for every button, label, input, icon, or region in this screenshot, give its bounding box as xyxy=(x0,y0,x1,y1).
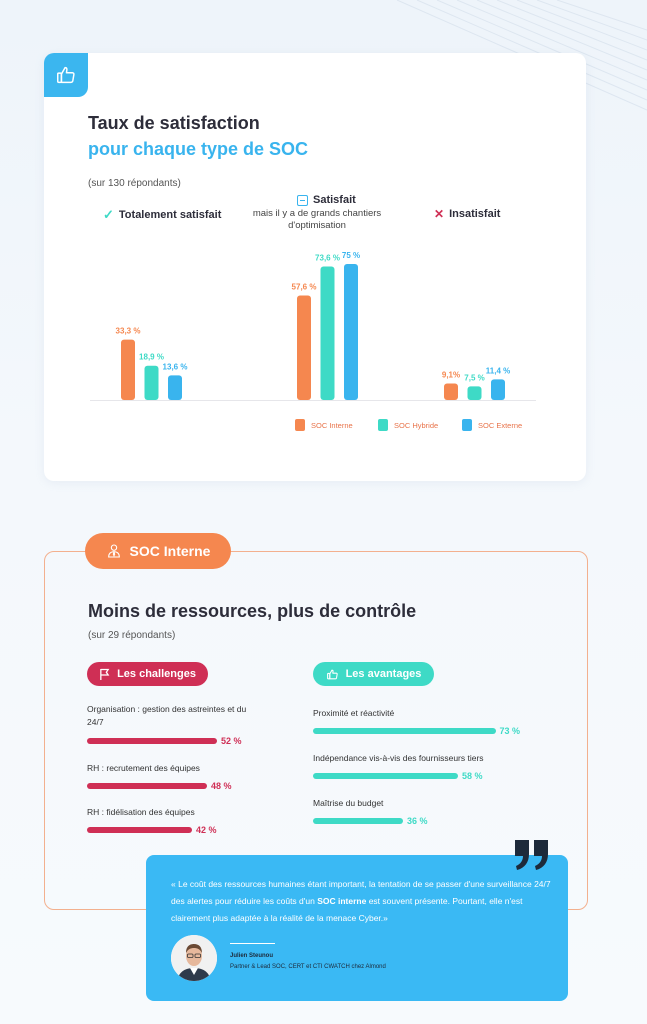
author-avatar xyxy=(171,935,217,981)
author-divider xyxy=(230,943,275,944)
advantage-value: 73 % xyxy=(499,726,521,736)
bar-value-label: 11,4 % xyxy=(485,366,511,376)
advantage-bar xyxy=(313,773,458,779)
pill-label: SOC Interne xyxy=(129,543,211,559)
quote-text-part: est souvent présente. Pourtant, elle n'est clairement plus adaptée à la réalité de la menace Cyber.» xyxy=(171,896,523,923)
challenge-label: Organisation : gestion des astreintes et du 24/7 xyxy=(87,704,247,727)
satisfaction-bar-chart xyxy=(0,0,647,480)
bar-soc-externe xyxy=(344,264,358,400)
challenges-pill xyxy=(87,662,208,686)
check-icon: ✓ xyxy=(103,207,114,222)
respondent-count: (sur 29 répondants) xyxy=(88,630,176,641)
bar-value-label: 18,9 % xyxy=(139,352,164,362)
flag-icon xyxy=(99,668,110,681)
bar-value-label: 33,3 % xyxy=(115,326,141,336)
chart-title: Taux de satisfaction xyxy=(88,113,260,133)
thumbs-up-icon xyxy=(326,668,339,681)
quote-text-bold: SOC interne xyxy=(317,896,367,906)
challenge-label: RH : fidélisation des équipes xyxy=(87,807,195,817)
section-title: Moins de ressources, plus de contrôle xyxy=(88,601,417,621)
challenge-label: RH : recrutement des équipes xyxy=(87,763,200,773)
legend-soc-interne xyxy=(295,419,353,431)
legend-swatch xyxy=(462,419,472,431)
category-label: Insatisfait xyxy=(449,208,501,220)
avatar-portrait xyxy=(171,935,217,981)
legend-soc-externe xyxy=(462,419,522,431)
cross-icon: ✕ xyxy=(434,207,445,221)
category-satisfied-subtitle: mais il y a de grands chantiers d'optimisation xyxy=(252,208,382,231)
bar-value-label: 13,6 % xyxy=(162,362,188,372)
bar-soc-hybride xyxy=(321,267,335,400)
pill-label: Les avantages xyxy=(345,668,422,680)
category-label: Satisfait xyxy=(313,194,356,206)
pill-label: Les challenges xyxy=(117,668,196,680)
challenge-value: 52 % xyxy=(221,736,242,746)
quote-text-part: « Le coût des ressources humaines étant important, la tentation de se passer d'une surveillance 24/7 des alertes pour réduire les coûts d'un xyxy=(171,879,551,906)
bar-value-label: 73,6 % xyxy=(315,253,340,263)
bar-soc-hybride xyxy=(145,366,159,400)
advantage-label: Indépendance vis-à-vis des fournisseurs tiers xyxy=(313,753,484,763)
bar-value-label: 57,6 % xyxy=(291,282,317,292)
advantages-pill xyxy=(313,662,434,686)
bar-soc-externe xyxy=(491,379,505,400)
bar-soc-interne xyxy=(121,340,135,400)
challenge-bar xyxy=(87,827,192,833)
challenge-bar xyxy=(87,738,217,744)
advantage-bar xyxy=(313,818,403,824)
legend-swatch xyxy=(378,419,388,431)
challenge-value: 42 % xyxy=(196,825,217,835)
legend-label: SOC Hybride xyxy=(394,420,439,430)
bar-soc-interne xyxy=(444,383,458,400)
bar-soc-hybride xyxy=(468,386,482,400)
legend-soc-hybride xyxy=(378,419,438,431)
category-label: Totalement satisfait xyxy=(118,209,222,221)
advantage-bar xyxy=(313,728,496,734)
bar-value-label: 9,1% xyxy=(441,370,461,380)
quote-text xyxy=(171,876,551,927)
bar-value-label: 75 % xyxy=(341,251,361,260)
advantage-label: Proximité et réactivité xyxy=(313,708,395,718)
chart-subtitle: pour chaque type de SOC xyxy=(88,139,309,159)
legend-swatch xyxy=(295,419,305,431)
advantage-value: 36 % xyxy=(407,816,428,826)
advantage-label: Maîtrise du budget xyxy=(313,798,384,808)
author-role: Partner & Lead SOC, CERT et CTI CWATCH chez Almond xyxy=(230,964,386,970)
bar-value-label: 7,5 % xyxy=(464,373,485,383)
respondent-count: (sur 130 répondants) xyxy=(88,178,181,189)
soc-interne-pill xyxy=(85,533,231,569)
challenge-bar xyxy=(87,783,207,789)
author-name: Julien Steunou xyxy=(230,953,274,959)
bar-soc-externe xyxy=(168,375,182,400)
bar-soc-interne xyxy=(297,296,311,400)
advantage-value: 58 % xyxy=(462,771,483,781)
quote-mark-icon xyxy=(512,838,552,872)
legend-label: SOC Interne xyxy=(311,420,353,430)
legend-label: SOC Externe xyxy=(478,420,523,430)
challenge-value: 48 % xyxy=(211,781,232,791)
person-icon xyxy=(106,543,122,559)
